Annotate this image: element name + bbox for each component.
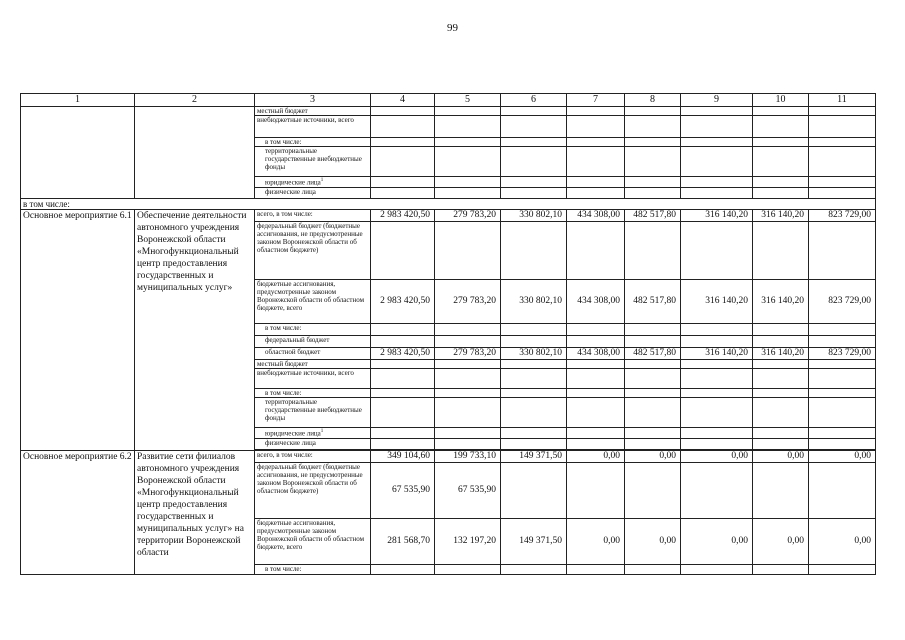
header-cell: 7	[567, 94, 625, 107]
value-cell: 279 783,20	[435, 210, 501, 222]
value-cell: 482 517,80	[625, 348, 681, 360]
row-label: физические лица	[255, 439, 371, 450]
header-cell: 9	[681, 94, 753, 107]
row-label: федеральный бюджет (бюджетные ассигнования, не предусмотренные законом Воронежской области об областном бюджете)	[255, 222, 371, 280]
header-row	[21, 94, 876, 107]
value-cell: 330 802,10	[501, 280, 567, 324]
header-cell: 1	[21, 94, 135, 107]
value-cell: 2 983 420,50	[371, 348, 435, 360]
value-cell: 0,00	[567, 519, 625, 565]
row-label: всего, в том числе:	[255, 451, 371, 463]
row-label: местный бюджет	[255, 107, 371, 116]
value-cell: 279 783,20	[435, 280, 501, 324]
header-cell: 8	[625, 94, 681, 107]
value-cell: 0,00	[809, 519, 876, 565]
row-label: федеральный бюджет	[255, 336, 371, 348]
value-cell: 434 308,00	[567, 348, 625, 360]
row-label: территориальные государственные внебюджетные фонды	[255, 398, 371, 428]
row-label: территориальные государственные внебюджетные фонды	[255, 147, 371, 177]
value-cell: 482 517,80	[625, 210, 681, 222]
value-cell: 482 517,80	[625, 280, 681, 324]
row-label: бюджетные ассигнования, предусмотренные законом Воронежской области об областном бюджете, всего	[255, 280, 371, 324]
value-cell: 67 535,90	[435, 463, 501, 519]
row-label: всего, в том числе:	[255, 210, 371, 222]
value-cell: 0,00	[681, 519, 753, 565]
row-label: в том числе:	[255, 565, 371, 575]
row-label: федеральный бюджет (бюджетные ассигнования, не предусмотренные законом Воронежской области об областном бюджете)	[255, 463, 371, 519]
header-cell: 5	[435, 94, 501, 107]
value-cell: 434 308,00	[567, 210, 625, 222]
row-label: внебюджетные источники, всего	[255, 116, 371, 138]
measure-name: Развитие сети филиалов автономного учреждения Воронежской области «Многофункциональный центр предоставления государственных и муниципальных услуг» на территории Воронежской области	[135, 451, 255, 575]
value-cell: 132 197,20	[435, 519, 501, 565]
value-cell: 316 140,20	[753, 280, 809, 324]
value-cell: 2 983 420,50	[371, 280, 435, 324]
value-cell: 434 308,00	[567, 280, 625, 324]
value-cell: 0,00	[753, 451, 809, 463]
measure-label: Основное мероприятие 6.2	[21, 451, 135, 575]
value-cell: 0,00	[681, 451, 753, 463]
row-label: внебюджетные источники, всего	[255, 369, 371, 389]
measure-name: Обеспечение деятельности автономного учреждения Воронежской области «Многофункциональный центр предоставления государственных и муниципальных услуг»	[135, 210, 255, 451]
value-cell: 279 783,20	[435, 348, 501, 360]
row-label: в том числе:	[255, 138, 371, 147]
value-cell: 0,00	[625, 451, 681, 463]
value-cell: 316 140,20	[681, 210, 753, 222]
table-row	[21, 210, 876, 222]
header-cell: 6	[501, 94, 567, 107]
header-cell: 11	[809, 94, 876, 107]
row-label: в том числе:	[255, 324, 371, 336]
value-cell: 316 140,20	[753, 348, 809, 360]
budget-table	[20, 93, 876, 575]
row-label: в том числе:	[255, 389, 371, 398]
header-cell: 2	[135, 94, 255, 107]
value-cell: 281 568,70	[371, 519, 435, 565]
value-cell: 0,00	[567, 451, 625, 463]
row-label: юридические лица$^1$	[255, 177, 371, 188]
value-cell: 330 802,10	[501, 210, 567, 222]
value-cell: 0,00	[809, 451, 876, 463]
table-row	[21, 451, 876, 463]
header-cell: 4	[371, 94, 435, 107]
header-cell: 10	[753, 94, 809, 107]
row-label: бюджетные ассигнования, предусмотренные законом Воронежской области об областном бюджете, всего	[255, 519, 371, 565]
row-label: физические лица	[255, 188, 371, 199]
row-label: местный бюджет	[255, 360, 371, 369]
value-cell: 316 140,20	[753, 210, 809, 222]
measure-label: Основное мероприятие 6.1	[21, 210, 135, 451]
value-cell: 0,00	[625, 519, 681, 565]
header-cell: 3	[255, 94, 371, 107]
value-cell: 330 802,10	[501, 348, 567, 360]
row-label: юридические лица$^1$	[255, 428, 371, 439]
value-cell: 67 535,90	[371, 463, 435, 519]
value-cell: 149 371,50	[501, 451, 567, 463]
table-row	[21, 199, 876, 210]
table-row	[21, 107, 876, 116]
row-label: областной бюджет	[255, 348, 371, 360]
page-number: 99	[447, 22, 458, 34]
value-cell: 0,00	[753, 519, 809, 565]
value-cell: 349 104,60	[371, 451, 435, 463]
value-cell: 199 733,10	[435, 451, 501, 463]
value-cell: 823 729,00	[809, 280, 876, 324]
value-cell: 823 729,00	[809, 348, 876, 360]
value-cell: 2 983 420,50	[371, 210, 435, 222]
value-cell: 316 140,20	[681, 280, 753, 324]
incl-heading: в том числе:	[21, 199, 876, 210]
value-cell: 149 371,50	[501, 519, 567, 565]
value-cell: 316 140,20	[681, 348, 753, 360]
value-cell: 823 729,00	[809, 210, 876, 222]
